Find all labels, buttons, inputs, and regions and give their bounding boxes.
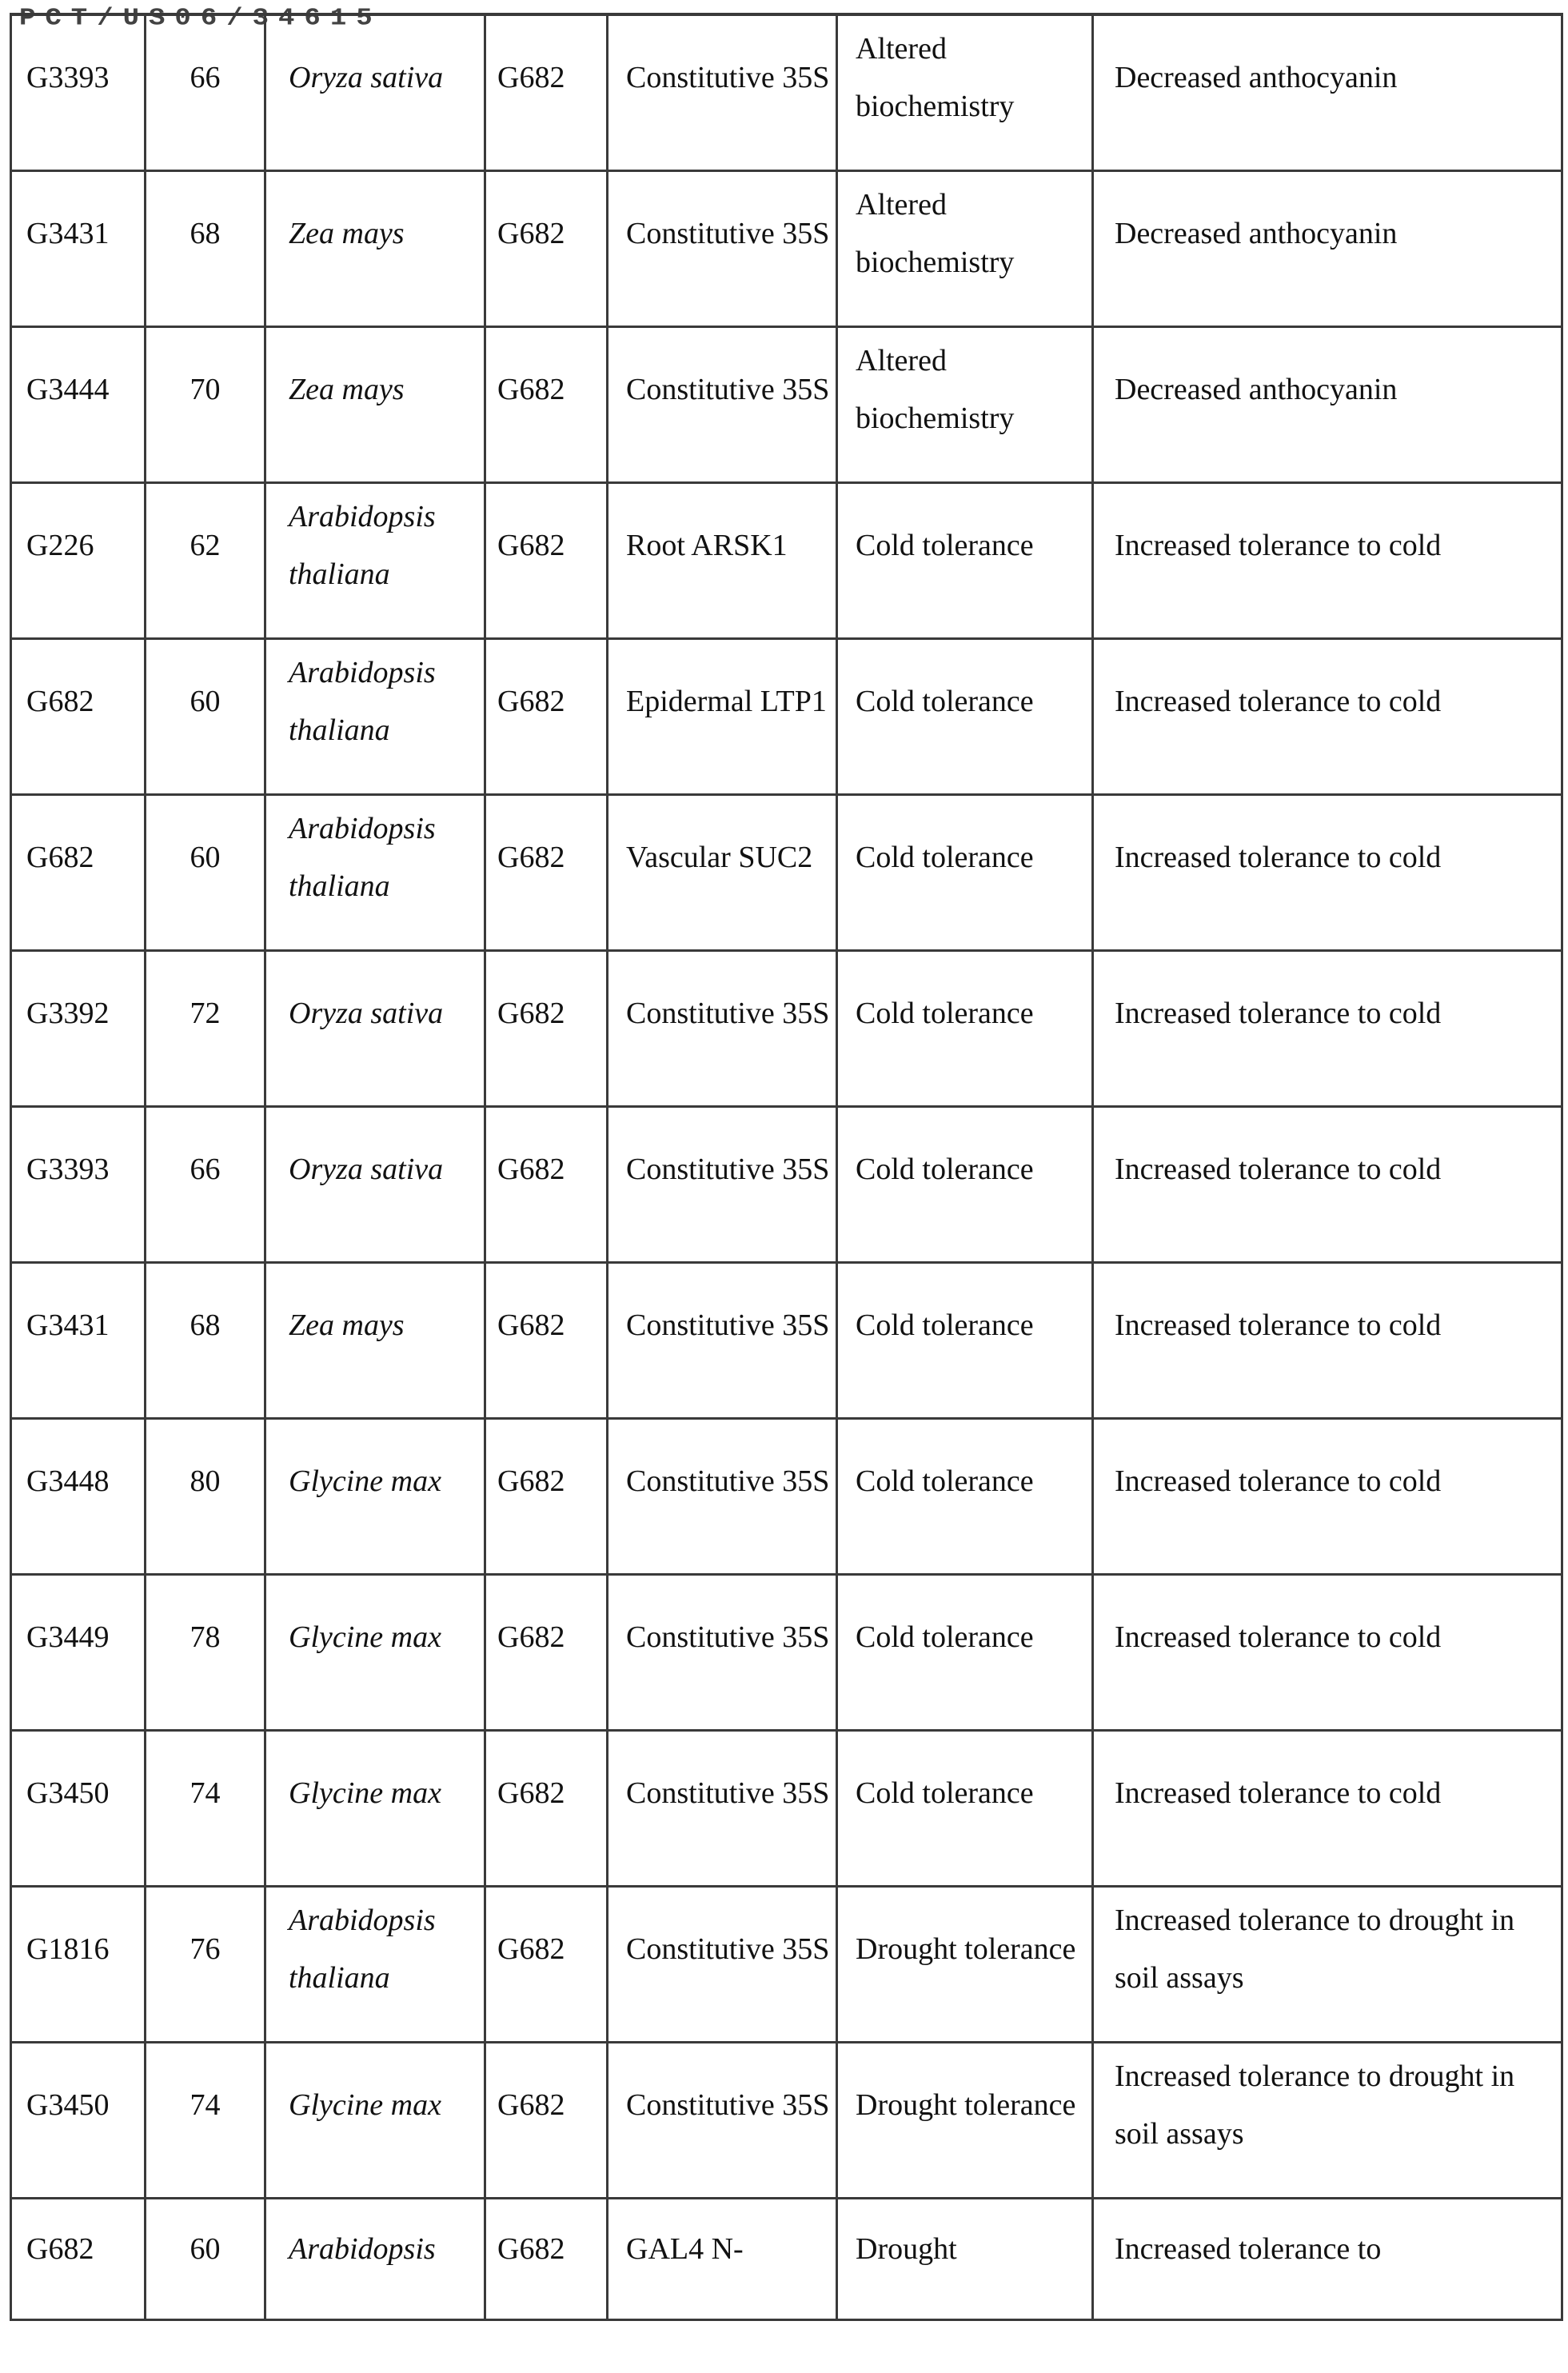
clade-cell-text: G682: [497, 1464, 565, 1498]
gene-id-cell: [11, 482, 146, 638]
clade-cell: [485, 14, 608, 170]
observed-trait-cell: [1093, 1886, 1562, 2042]
table-body: [11, 14, 1562, 2319]
clade-cell: [485, 1106, 608, 1262]
trait-category-cell: [837, 482, 1093, 638]
gene-trait-table: [10, 13, 1563, 2321]
sequence-id-cell: [146, 2198, 265, 2319]
observed-trait-cell: [1093, 950, 1562, 1106]
gene-id-cell: [11, 1730, 146, 1886]
observed-trait-cell: [1093, 14, 1562, 170]
promoter-cell: [608, 14, 837, 170]
promoter-cell: [608, 1106, 837, 1262]
clade-cell-text: G682: [497, 1776, 565, 1810]
sequence-id-cell-text: 74: [190, 2087, 221, 2122]
table-row: [11, 638, 1562, 794]
observed-trait-cell-text: Increased tolerance to cold: [1115, 1308, 1442, 1342]
gene-id-cell-text: G1816: [26, 1932, 110, 1966]
species-cell: [265, 1262, 485, 1418]
sequence-id-cell-text: 72: [190, 996, 221, 1030]
sequence-id-cell: [146, 1418, 265, 1574]
promoter-cell-text: Constitutive 35S: [626, 2087, 830, 2122]
observed-trait-cell-text: Increased tolerance to drought in soil assays: [1115, 1903, 1515, 1995]
species-cell-text: Glycine max: [289, 2087, 441, 2122]
sequence-id-cell: [146, 326, 265, 482]
trait-category-cell-text: Cold tolerance: [856, 1464, 1034, 1498]
promoter-cell-text: Root ARSK1: [626, 528, 788, 562]
table-row: [11, 1730, 1562, 1886]
gene-id-cell-text: G3448: [26, 1464, 110, 1498]
trait-category-cell: [837, 14, 1093, 170]
gene-id-cell-text: G226: [26, 528, 94, 562]
clade-cell: [485, 2198, 608, 2319]
clade-cell: [485, 326, 608, 482]
sequence-id-cell-text: 60: [190, 840, 221, 874]
promoter-cell-text: Constitutive 35S: [626, 372, 830, 406]
gene-id-cell-text: G3450: [26, 2087, 110, 2122]
trait-category-cell: [837, 638, 1093, 794]
trait-category-cell-text: Cold tolerance: [856, 1620, 1034, 1654]
clade-cell-text: G682: [497, 684, 565, 718]
observed-trait-cell-text: Increased tolerance to cold: [1115, 1152, 1442, 1186]
promoter-cell-text: GAL4 N-: [626, 2231, 744, 2266]
trait-category-cell-text: Cold tolerance: [856, 840, 1034, 874]
table-row: [11, 1262, 1562, 1418]
observed-trait-cell-text: Increased tolerance to: [1115, 2231, 1382, 2266]
promoter-cell: [608, 1418, 837, 1574]
sequence-id-cell-text: 78: [190, 1620, 221, 1654]
trait-category-cell: [837, 950, 1093, 1106]
species-cell-text: Zea mays: [289, 372, 405, 406]
gene-id-cell: [11, 170, 146, 326]
sequence-id-cell: [146, 1262, 265, 1418]
gene-id-cell: [11, 1262, 146, 1418]
species-cell-text: Arabidopsis thaliana: [289, 655, 436, 747]
observed-trait-cell-text: Decreased anthocyanin: [1115, 216, 1398, 250]
sequence-id-cell-text: 62: [190, 528, 221, 562]
species-cell: [265, 2042, 485, 2198]
sequence-id-cell-text: 60: [190, 2231, 221, 2266]
gene-id-cell-text: G3393: [26, 60, 110, 94]
trait-category-cell-text: Cold tolerance: [856, 1776, 1034, 1810]
trait-category-cell-text: Drought tolerance: [856, 1932, 1076, 1966]
promoter-cell-text: Constitutive 35S: [626, 1776, 830, 1810]
table-row: [11, 482, 1562, 638]
trait-category-cell: [837, 326, 1093, 482]
species-cell: [265, 170, 485, 326]
promoter-cell-text: Epidermal LTP1: [626, 684, 827, 718]
clade-cell: [485, 794, 608, 950]
promoter-cell: [608, 1262, 837, 1418]
trait-category-cell-text: Drought tolerance: [856, 2087, 1076, 2122]
gene-id-cell: [11, 950, 146, 1106]
species-cell: [265, 638, 485, 794]
gene-id-cell-text: G3431: [26, 1308, 110, 1342]
observed-trait-cell: [1093, 1262, 1562, 1418]
promoter-cell: [608, 2198, 837, 2319]
promoter-cell-text: Constitutive 35S: [626, 60, 830, 94]
observed-trait-cell-text: Increased tolerance to drought in soil assays: [1115, 2059, 1515, 2151]
observed-trait-cell: [1093, 1106, 1562, 1262]
gene-id-cell-text: G682: [26, 2231, 94, 2266]
table-row: [11, 1418, 1562, 1574]
gene-id-cell: [11, 1418, 146, 1574]
trait-category-cell-text: Cold tolerance: [856, 684, 1034, 718]
sequence-id-cell-text: 70: [190, 372, 221, 406]
clade-cell: [485, 1886, 608, 2042]
observed-trait-cell: [1093, 170, 1562, 326]
sequence-id-cell: [146, 794, 265, 950]
table-row: [11, 794, 1562, 950]
sequence-id-cell-text: 68: [190, 1308, 221, 1342]
promoter-cell-text: Constitutive 35S: [626, 1620, 830, 1654]
species-cell-text: Oryza sativa: [289, 60, 444, 94]
trait-category-cell-text: Altered biochemistry: [856, 31, 1015, 123]
gene-id-cell: [11, 2042, 146, 2198]
clade-cell-text: G682: [497, 216, 565, 250]
observed-trait-cell: [1093, 1730, 1562, 1886]
table-row: [11, 1574, 1562, 1730]
promoter-cell: [608, 950, 837, 1106]
species-cell: [265, 794, 485, 950]
sequence-id-cell-text: 68: [190, 216, 221, 250]
observed-trait-cell-text: Increased tolerance to cold: [1115, 840, 1442, 874]
species-cell-text: Glycine max: [289, 1464, 441, 1498]
observed-trait-cell-text: Increased tolerance to cold: [1115, 1464, 1442, 1498]
observed-trait-cell: [1093, 1574, 1562, 1730]
clade-cell: [485, 1574, 608, 1730]
promoter-cell: [608, 2042, 837, 2198]
gene-id-cell-text: G3449: [26, 1620, 110, 1654]
observed-trait-cell: [1093, 2198, 1562, 2319]
promoter-cell: [608, 326, 837, 482]
clade-cell: [485, 1730, 608, 1886]
species-cell: [265, 482, 485, 638]
clade-cell-text: G682: [497, 60, 565, 94]
observed-trait-cell-text: Increased tolerance to cold: [1115, 528, 1442, 562]
species-cell: [265, 950, 485, 1106]
clade-cell-text: G682: [497, 840, 565, 874]
gene-id-cell-text: G682: [26, 840, 94, 874]
gene-id-cell-text: G682: [26, 684, 94, 718]
gene-id-cell-text: G3450: [26, 1776, 110, 1810]
sequence-id-cell-text: 76: [190, 1932, 221, 1966]
table-row: [11, 2042, 1562, 2198]
sequence-id-cell: [146, 14, 265, 170]
observed-trait-cell-text: Increased tolerance to cold: [1115, 684, 1442, 718]
promoter-cell-text: Constitutive 35S: [626, 1932, 830, 1966]
table-row: [11, 326, 1562, 482]
sequence-id-cell-text: 66: [190, 1152, 221, 1186]
clade-cell: [485, 638, 608, 794]
sequence-id-cell: [146, 170, 265, 326]
observed-trait-cell-text: Decreased anthocyanin: [1115, 60, 1398, 94]
species-cell: [265, 326, 485, 482]
trait-category-cell: [837, 170, 1093, 326]
promoter-cell: [608, 482, 837, 638]
trait-category-cell-text: Cold tolerance: [856, 1308, 1034, 1342]
trait-category-cell: [837, 2042, 1093, 2198]
species-cell: [265, 1418, 485, 1574]
clade-cell-text: G682: [497, 372, 565, 406]
gene-id-cell: [11, 1574, 146, 1730]
species-cell: [265, 2198, 485, 2319]
sequence-id-cell: [146, 482, 265, 638]
trait-category-cell: [837, 1886, 1093, 2042]
table-row: [11, 14, 1562, 170]
gene-id-cell-text: G3392: [26, 996, 110, 1030]
sequence-id-cell: [146, 1106, 265, 1262]
trait-category-cell: [837, 1574, 1093, 1730]
trait-category-cell: [837, 2198, 1093, 2319]
species-cell-text: Zea mays: [289, 216, 405, 250]
promoter-cell-text: Constitutive 35S: [626, 1308, 830, 1342]
gene-id-cell-text: G3393: [26, 1152, 110, 1186]
clade-cell-text: G682: [497, 996, 565, 1030]
sequence-id-cell: [146, 950, 265, 1106]
gene-id-cell: [11, 1886, 146, 2042]
promoter-cell-text: Vascular SUC2: [626, 840, 813, 874]
clade-cell-text: G682: [497, 2087, 565, 2122]
promoter-cell-text: Constitutive 35S: [626, 1464, 830, 1498]
species-cell: [265, 1574, 485, 1730]
species-cell-text: Arabidopsis thaliana: [289, 811, 436, 903]
clade-cell: [485, 482, 608, 638]
species-cell-text: Arabidopsis: [289, 2231, 436, 2266]
sequence-id-cell-text: 80: [190, 1464, 221, 1498]
gene-id-cell: [11, 638, 146, 794]
promoter-cell: [608, 638, 837, 794]
clade-cell-text: G682: [497, 1308, 565, 1342]
species-cell: [265, 1106, 485, 1262]
promoter-cell: [608, 794, 837, 950]
trait-category-cell-text: Drought: [856, 2231, 957, 2266]
sequence-id-cell: [146, 1886, 265, 2042]
species-cell-text: Arabidopsis thaliana: [289, 499, 436, 591]
trait-category-cell: [837, 1730, 1093, 1886]
gene-id-cell-text: G3444: [26, 372, 110, 406]
sequence-id-cell: [146, 2042, 265, 2198]
sequence-id-cell: [146, 1574, 265, 1730]
trait-category-cell: [837, 1262, 1093, 1418]
clade-cell-text: G682: [497, 1932, 565, 1966]
document-number-header: PCT/US06/34615: [19, 5, 382, 33]
trait-category-cell: [837, 1106, 1093, 1262]
promoter-cell: [608, 170, 837, 326]
sequence-id-cell-text: 74: [190, 1776, 221, 1810]
observed-trait-cell-text: Decreased anthocyanin: [1115, 372, 1398, 406]
gene-id-cell: [11, 794, 146, 950]
trait-category-cell-text: Cold tolerance: [856, 528, 1034, 562]
gene-id-cell-text: G3431: [26, 216, 110, 250]
observed-trait-cell: [1093, 326, 1562, 482]
sequence-id-cell: [146, 638, 265, 794]
species-cell: [265, 1886, 485, 2042]
trait-category-cell: [837, 1418, 1093, 1574]
table-row: [11, 1886, 1562, 2042]
gene-id-cell: [11, 1106, 146, 1262]
table-row: [11, 950, 1562, 1106]
species-cell-text: Oryza sativa: [289, 996, 444, 1030]
clade-cell: [485, 1418, 608, 1574]
observed-trait-cell-text: Increased tolerance to cold: [1115, 1620, 1442, 1654]
trait-category-cell-text: Altered biochemistry: [856, 187, 1015, 279]
sequence-id-cell: [146, 1730, 265, 1886]
table-row: [11, 170, 1562, 326]
species-cell-text: Glycine max: [289, 1620, 441, 1654]
observed-trait-cell: [1093, 482, 1562, 638]
table-row: [11, 2198, 1562, 2319]
clade-cell-text: G682: [497, 1152, 565, 1186]
species-cell-text: Zea mays: [289, 1308, 405, 1342]
clade-cell-text: G682: [497, 528, 565, 562]
clade-cell: [485, 170, 608, 326]
observed-trait-cell: [1093, 1418, 1562, 1574]
observed-trait-cell: [1093, 638, 1562, 794]
clade-cell-text: G682: [497, 1620, 565, 1654]
trait-category-cell-text: Cold tolerance: [856, 996, 1034, 1030]
trait-category-cell-text: Cold tolerance: [856, 1152, 1034, 1186]
species-cell-text: Oryza sativa: [289, 1152, 444, 1186]
promoter-cell: [608, 1730, 837, 1886]
sequence-id-cell-text: 66: [190, 60, 221, 94]
observed-trait-cell-text: Increased tolerance to cold: [1115, 1776, 1442, 1810]
gene-id-cell: [11, 2198, 146, 2319]
promoter-cell-text: Constitutive 35S: [626, 216, 830, 250]
sequence-id-cell-text: 60: [190, 684, 221, 718]
observed-trait-cell: [1093, 794, 1562, 950]
promoter-cell-text: Constitutive 35S: [626, 1152, 830, 1186]
clade-cell-text: G682: [497, 2231, 565, 2266]
species-cell: [265, 14, 485, 170]
promoter-cell: [608, 1886, 837, 2042]
species-cell: [265, 1730, 485, 1886]
promoter-cell-text: Constitutive 35S: [626, 996, 830, 1030]
species-cell-text: Arabidopsis thaliana: [289, 1903, 436, 1995]
clade-cell: [485, 950, 608, 1106]
clade-cell: [485, 2042, 608, 2198]
observed-trait-cell-text: Increased tolerance to cold: [1115, 996, 1442, 1030]
clade-cell: [485, 1262, 608, 1418]
table-row: [11, 1106, 1562, 1262]
trait-category-cell-text: Altered biochemistry: [856, 343, 1015, 435]
trait-category-cell: [837, 794, 1093, 950]
gene-id-cell: [11, 14, 146, 170]
observed-trait-cell: [1093, 2042, 1562, 2198]
species-cell-text: Glycine max: [289, 1776, 441, 1810]
gene-id-cell: [11, 326, 146, 482]
promoter-cell: [608, 1574, 837, 1730]
